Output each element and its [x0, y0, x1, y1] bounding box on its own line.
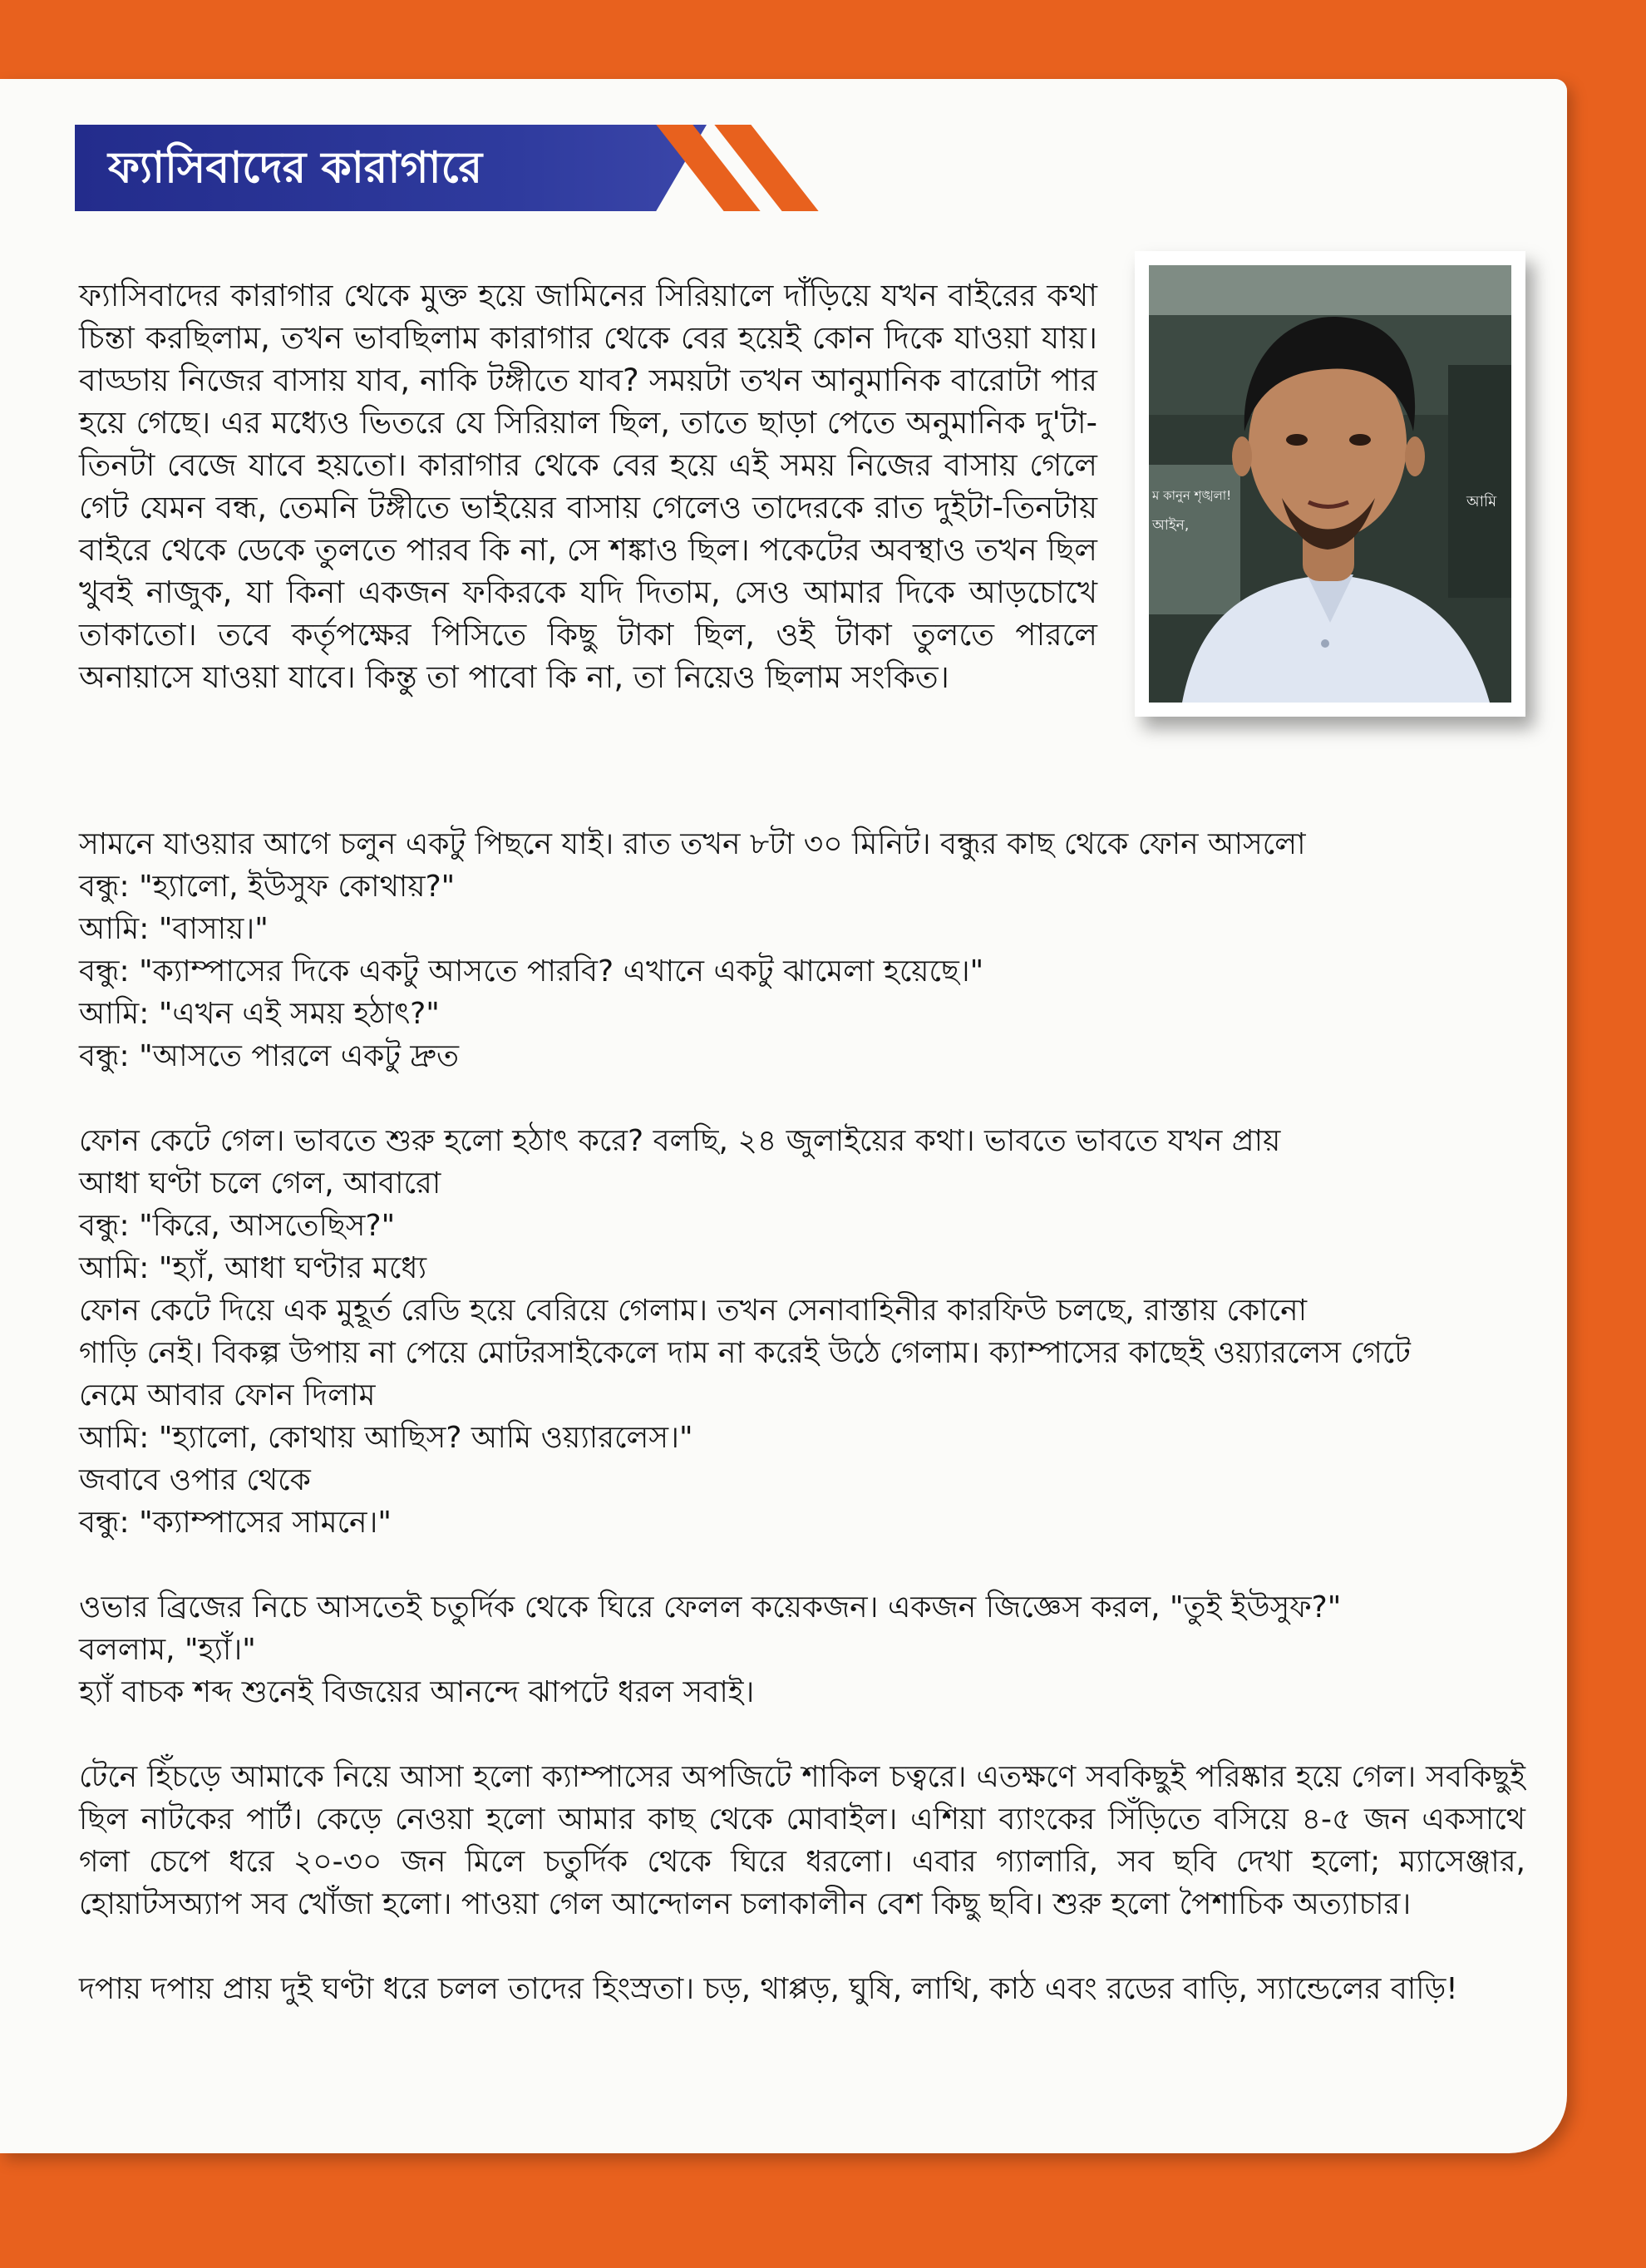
body-line: নেমে আবার ফোন দিলাম — [79, 1378, 376, 1413]
body-line: বন্ধু: "আসতে পারলে একটু দ্রুত — [79, 1039, 460, 1073]
dialogue-section-3 — [79, 1586, 1525, 1713]
body-line: সামনে যাওয়ার আগে চলুন একটু পিছনে যাই। রাত তখন ৮টা ৩০ মিনিট। বন্ধুর কাছ থেকে ফোন আসলো — [79, 827, 1306, 861]
dialogue-section-2 — [79, 1120, 1525, 1544]
body-line: আমি: "হ্যালো, কোথায় আছিস? আমি ওয়্যারলেস।" — [79, 1421, 693, 1455]
body-line: ওভার ব্রিজের নিচে আসতেই চতুর্দিক থেকে ঘিরে ফেলল কয়েকজন। একজন জিজ্ঞেস করল, "তুই ইউসুফ?" — [79, 1590, 1342, 1625]
body-line: আমি: "এখন এই সময় হঠাৎ?" — [79, 997, 440, 1031]
intro-paragraph — [79, 274, 1097, 698]
article-title: ফ্যাসিবাদের কারাগারে — [108, 143, 483, 193]
body-line: বন্ধু: "কিরে, আসতেছিস?" — [79, 1209, 396, 1243]
author-photo-frame — [1135, 251, 1525, 717]
body-line: বন্ধু: "ক্যাম্পাসের সামনে।" — [79, 1506, 392, 1540]
sign-text: ম কানুন শৃঙ্খলা! — [1152, 488, 1232, 503]
sign-text: আমি — [1466, 493, 1497, 510]
body-line: জবাবে ওপার থেকে — [79, 1463, 311, 1497]
author-photo — [1149, 265, 1511, 703]
body-line: গাড়ি নেই। বিকল্প উপায় না পেয়ে মোটরসাইকেলে দাম না করেই উঠে গেলাম। ক্যাম্পাসের কাছেই ওয়্যারলেস গেটে — [79, 1336, 1411, 1370]
body-line: ফোন কেটে গেল। ভাবতে শুরু হলো হঠাৎ করে? বলছি, ২৪ জুলাইয়ের কথা। ভাবতে ভাবতে যখন প্রায় — [79, 1124, 1281, 1158]
body-line: ফোন কেটে দিয়ে এক মুহূর্ত রেডি হয়ে বেরিয়ে গেলাম। তখন সেনাবাহিনীর কারফিউ চলছে, রাস্তায় কোনো — [79, 1294, 1308, 1328]
intro-text: ফ্যাসিবাদের কারাগার থেকে মুক্ত হয়ে জামিনের সিরিয়ালে দাঁড়িয়ে যখন বাইরের কথা চিন্তা করছিলাম, তখন ভাবছিলাম কারাগার থেকে বের হয়েই কোন দিকে যাওয়া যায়। বাড্ডায় নিজের বাসায় যাব, নাকি টঙ্গীতে যাব? সময়টা তখন আনুমানিক বারোটা পার হয়ে গেছে। এর মধ্যেও ভিতরে যে সিরিয়াল ছিল, তাতে ছাড়া পেতে অনুমানিক দু'টা-তিনটা বেজে যাবে হয়তো। কারাগার থেকে বের হয়ে এই সময় নিজের বাসায় গেলে গেট যেমন বন্ধ, তেমনি টঙ্গীতে ভাইয়ের বাসায় গেলেও তাদেরকে রাত দুইটা-তিনটায় বাইরে থেকে ডেকে তুলতে পারব কি না, সে শঙ্কাও ছিল। পকেটের অবস্থাও তখন ছিল খুবই নাজুক, যা কিনা একজন ফকিরকে যদি দিতাম, সেও আমার দিকে আড়চোখে তাকাতো। তবে কর্তৃপক্ষের পিসিতে কিছু টাকা ছিল, ওই টাকা তুলতে পারলে অনায়াসে যাওয়া যাবে। কিন্তু তা পাবো কি না, তা নিয়েও ছিলাম সংকিত। — [79, 278, 1097, 695]
dialogue-section-1 — [79, 823, 1525, 1077]
paragraph-section-5: দপায় দপায় প্রায় দুই ঘণ্টা ধরে চলল তাদের হিংস্রতা। চড়, থাপ্পড়, ঘুষি, লাথি, কাঠ এবং রডের বাড়ি, স্যান্ডেলের বাড়ি! — [79, 1972, 1458, 2006]
body-line: আমি: "বাসায়।" — [79, 912, 269, 946]
sign-text: আইন, — [1152, 517, 1190, 534]
body-line: বন্ধু: "হ্যালো, ইউসুফ কোথায়?" — [79, 870, 456, 904]
body-line: আধা ঘণ্টা চলে গেল, আবারো — [79, 1166, 441, 1201]
body-line: বললাম, "হ্যাঁ।" — [79, 1633, 256, 1667]
body-line: আমি: "হ্যাঁ, আধা ঘণ্টার মধ্যে — [79, 1251, 427, 1285]
body-line: বন্ধু: "ক্যাম্পাসের দিকে একটু আসতে পারবি? এখানে একটু ঝামেলা হয়েছে।" — [79, 954, 984, 989]
article-body — [79, 823, 1525, 2010]
body-line: হ্যাঁ বাচক শব্দ শুনেই বিজয়ের আনন্দে ঝাপটে ধরল সবাই। — [79, 1675, 755, 1709]
paragraph-section-4: টেনে হিঁচড়ে আমাকে নিয়ে আসা হলো ক্যাম্পাসের অপজিটে শাকিল চত্বরে। এতক্ষণে সবকিছুই পরিষ্কার হয়ে গেল। সবকিছুই ছিল নাটকের পার্ট। কেড়ে নেওয়া হলো আমার কাছ থেকে মোবাইল। এশিয়া ব্যাংকের সিঁড়িতে বসিয়ে ৪-৫ জন একসাথে গলা চেপে ধরে ২০-৩০ জন মিলে চতুর্দিক থেকে ঘিরে ধরলো। এবার গ্যালারি, সব ছবি দেখা হলো; ম্যাসেঞ্জার, হোয়াটসঅ্যাপ সব খোঁজা হলো। পাওয়া গেল আন্দোলন চলাকালীন বেশ কিছু ছবি। শুরু হলো পৈশাচিক অত্যাচার। — [79, 1760, 1525, 1921]
